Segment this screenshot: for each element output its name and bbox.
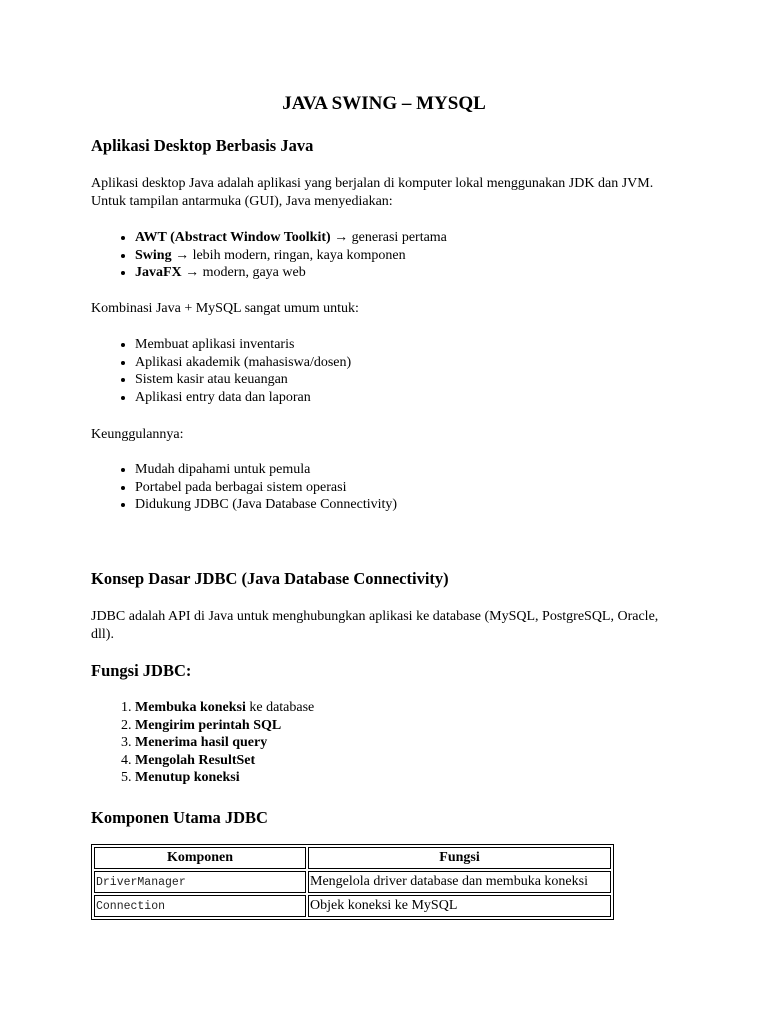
jdbc-components-table	[91, 844, 614, 920]
list-item	[135, 717, 695, 735]
table-row	[94, 895, 611, 917]
list-item-text: → generasi pertama	[330, 230, 447, 245]
list-item: • Membuat aplikasi inventaris	[135, 336, 695, 354]
list-item: • Didukung JDBC (Java Database Connectivity)	[135, 496, 695, 514]
advantages-list	[91, 461, 695, 514]
list-item	[135, 247, 695, 265]
list-item: • Aplikasi entry data dan laporan	[135, 389, 695, 407]
list-item-term: Menutup koneksi	[135, 770, 240, 786]
gui-toolkit-list	[91, 229, 695, 282]
list-item-text: → lebih modern, ringan, kaya komponen	[171, 247, 406, 263]
section-heading-jdbc: Konsep Dasar JDBC (Java Database Connectivity)	[91, 569, 449, 588]
combo-intro-paragraph: Kombinasi Java + MySQL sangat umum untuk:	[91, 301, 359, 316]
table-cell-function: Mengelola driver database dan membuka koneksi	[308, 871, 611, 893]
component-name: Connection	[96, 900, 166, 913]
table-header-cell: Fungsi	[308, 847, 611, 869]
komponen-heading: Komponen Utama JDBC	[91, 808, 268, 827]
list-item-term: Membuka koneksi	[135, 700, 246, 715]
document-title: JAVA SWING – MYSQL	[282, 93, 486, 114]
list-item	[135, 769, 695, 787]
list-item: • Sistem kasir atau keuangan	[135, 371, 695, 389]
list-item-text: ke database	[245, 700, 315, 715]
jdbc-intro-paragraph: JDBC adalah API di Java untuk menghubungkan aplikasi ke database (MySQL, PostgreSQL, Oracle, dll).	[91, 609, 659, 642]
list-item-term: Mengirim perintah SQL	[135, 717, 282, 733]
list-item	[135, 264, 695, 282]
desktop-intro-paragraph: Aplikasi desktop Java adalah aplikasi yang berjalan di komputer lokal menggunakan JDK dan JVM. Untuk tampilan antarmuka (GUI), Java menyediakan:	[91, 176, 654, 209]
list-item	[135, 699, 695, 717]
advantages-intro-paragraph: Keunggulannya:	[91, 427, 184, 442]
use-case-list	[91, 336, 695, 406]
table-row	[94, 871, 611, 893]
list-item-text: → modern, gaya web	[181, 265, 306, 281]
list-item	[135, 734, 695, 752]
list-item: • Portabel pada berbagai sistem operasi	[135, 479, 695, 497]
table-header-row	[94, 847, 611, 869]
table-cell-component	[94, 871, 306, 893]
table-header-cell: Komponen	[94, 847, 306, 869]
section-heading-desktop: Aplikasi Desktop Berbasis Java	[91, 136, 314, 155]
list-item	[135, 752, 695, 770]
component-name: DriverManager	[96, 876, 186, 889]
list-item-term: AWT (Abstract Window Toolkit)	[135, 230, 331, 245]
fungsi-heading: Fungsi JDBC:	[91, 661, 192, 680]
list-item-term: Swing	[135, 247, 172, 263]
list-item-term: Mengolah ResultSet	[135, 752, 256, 768]
list-item	[135, 229, 695, 247]
list-item-term: Menerima hasil query	[135, 735, 268, 751]
fungsi-list	[91, 699, 695, 787]
table-cell-function: Objek koneksi ke MySQL	[308, 895, 611, 917]
list-item-term: JavaFX	[135, 265, 182, 281]
table-cell-component	[94, 895, 306, 917]
list-item: • Mudah dipahami untuk pemula	[135, 461, 695, 479]
list-item: • Aplikasi akademik (mahasiswa/dosen)	[135, 354, 695, 372]
